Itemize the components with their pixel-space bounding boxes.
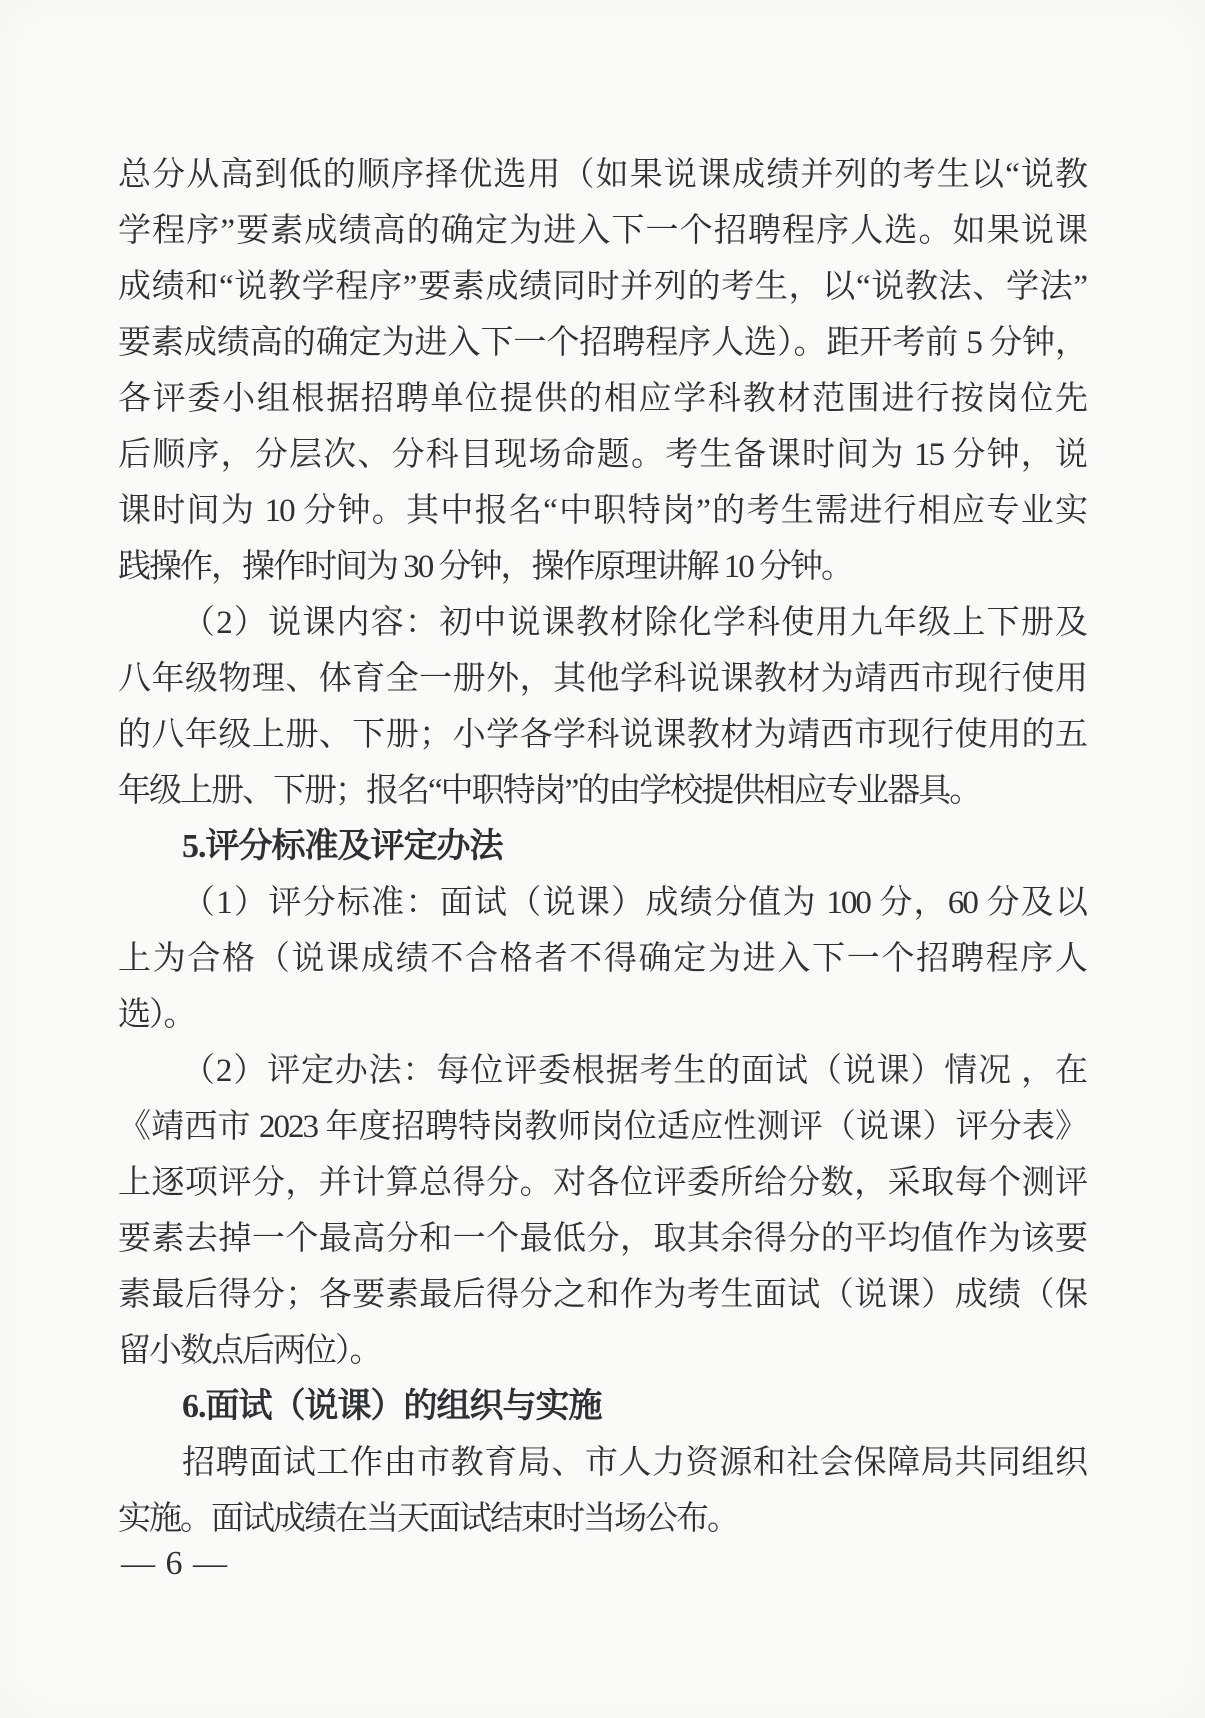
- body-text-line: 学程序”要素成绩高的确定为进入下一个招聘程序人选。如果说课: [118, 213, 1086, 249]
- body-text-line: 年级上册、下册；报名“中职特岗”的由学校提供相应专业器具。: [118, 773, 981, 809]
- body-text-line: 各评委小组根据招聘单位提供的相应学科教材范围进行按岗位先: [118, 381, 1086, 417]
- body-text-line: 实施。面试成绩在当天面试结束时当场公布。: [118, 1501, 738, 1537]
- body-text-line: （2）说课内容：初中说课教材除化学科使用九年级上下册及: [182, 605, 1086, 641]
- body-text-line: 留小数点后两位）。: [118, 1333, 381, 1369]
- section-heading: 5.评分标准及评定办法: [182, 828, 503, 865]
- body-text-line: 上为合格（说课成绩不合格者不得确定为进入下一个招聘程序人: [118, 941, 1086, 977]
- body-text-line: 八年级物理、体育全一册外，其他学科说课教材为靖西市现行使用: [118, 661, 1086, 697]
- body-text-line: 后顺序，分层次、分科目现场命题。考生备课时间为 15 分钟，说: [118, 437, 1086, 473]
- section-heading: 6.面试（说课）的组织与实施: [182, 1388, 602, 1425]
- body-text-line: 要素成绩高的确定为进入下一个招聘程序人选）。距开考前 5 分钟，: [118, 325, 1087, 361]
- body-text-line: 总分从高到低的顺序择优选用（如果说课成绩并列的考生以“说教: [118, 157, 1086, 193]
- body-text-line: 课时间为 10 分钟。其中报名“中职特岗”的考生需进行相应专业实: [118, 493, 1086, 529]
- text-block: [118, 147, 1086, 1547]
- body-text-line: 选）。: [118, 997, 195, 1033]
- body-text-line: 招聘面试工作由市教育局、市人力资源和社会保障局共同组织: [182, 1445, 1086, 1481]
- body-text-line: （2）评定办法：每位评委根据考生的面试（说课）情况 ，在: [182, 1053, 1086, 1089]
- body-text-line: 《靖西市 2023 年度招聘特岗教师岗位适应性测评（说课）评分表》: [118, 1109, 1086, 1145]
- body-text-line: 上逐项评分，并计算总得分。对各位评委所给分数，采取每个测评: [118, 1165, 1086, 1201]
- body-text-line: 素最后得分；各要素最后得分之和作为考生面试（说课）成绩（保: [118, 1277, 1086, 1313]
- body-text-line: （1）评分标准：面试（说课）成绩分值为 100 分，60 分及以: [182, 885, 1086, 921]
- body-text-line: 要素去掉一个最高分和一个最低分，取其余得分的平均值作为该要: [118, 1221, 1086, 1257]
- body-text-line: 成绩和“说教学程序”要素成绩同时并列的考生，以“说教法、学法”: [118, 269, 1086, 305]
- page-number: — 6 —: [121, 1545, 228, 1582]
- body-text-line: 的八年级上册、下册；小学各学科说课教材为靖西市现行使用的五: [118, 717, 1086, 753]
- body-text-line: 践操作，操作时间为 30 分钟，操作原理讲解 10 分钟。: [118, 549, 852, 585]
